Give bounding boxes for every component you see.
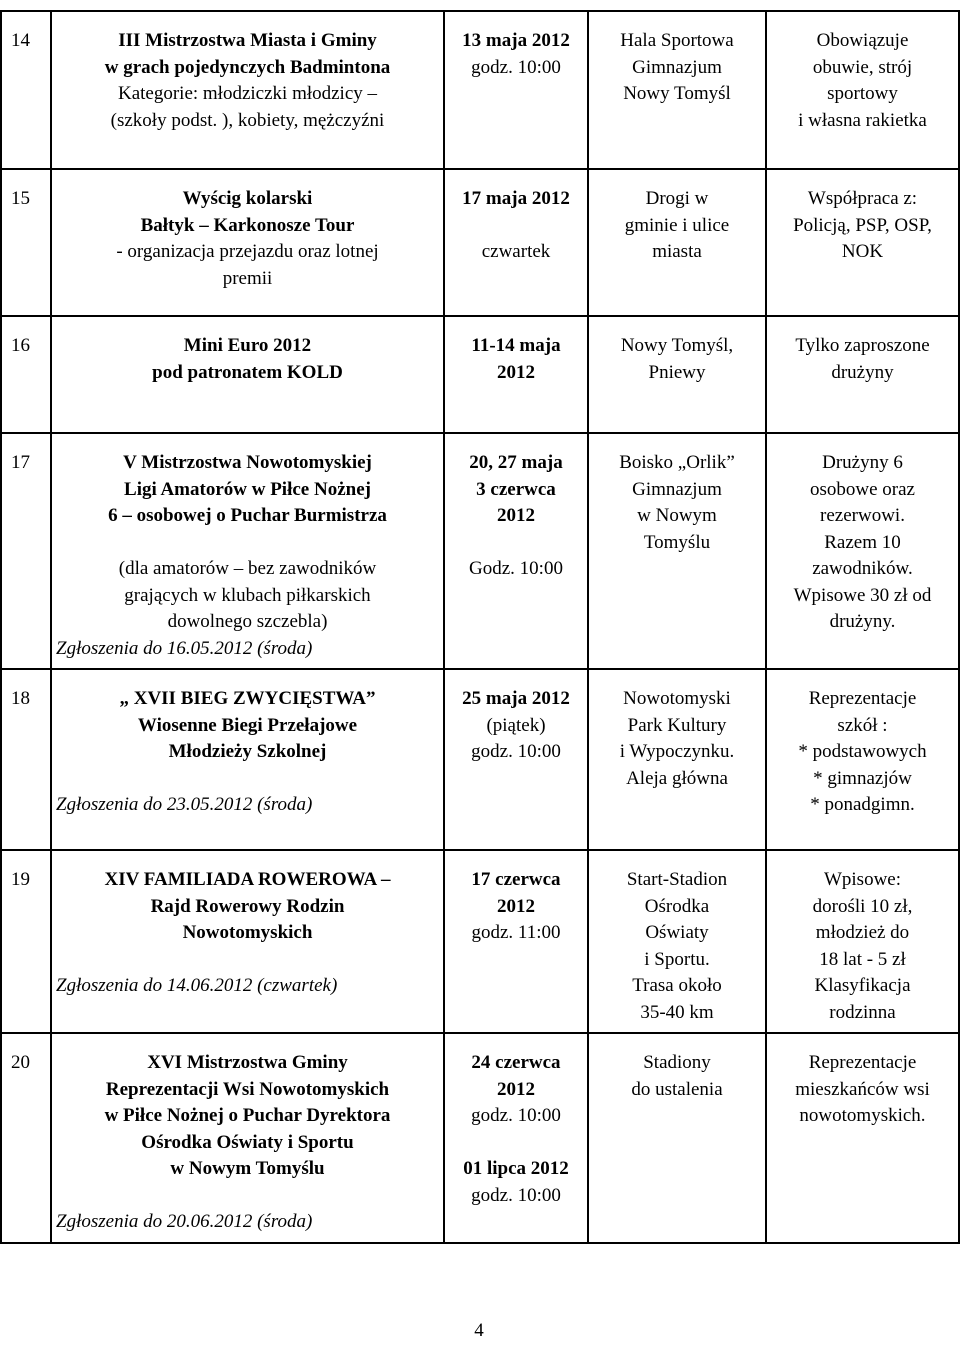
event-line: w Nowym Tomyślu: [170, 1158, 325, 1179]
event-cell: [51, 316, 444, 433]
notes-line: Reprezentacje: [808, 688, 917, 709]
notes-line: Reprezentacje: [808, 1052, 917, 1073]
date-cell: [444, 11, 588, 169]
place-line: Gimnazjum: [632, 56, 722, 78]
date-line: godz. 10:00: [471, 1184, 561, 1206]
event-line: Wiosenne Biegi Przełajowe: [137, 714, 358, 736]
date-line: 17 czerwca: [471, 869, 561, 890]
place-line: Start-Stadion: [626, 869, 728, 890]
date-cell: [444, 669, 588, 850]
notes-cell: [766, 1033, 959, 1243]
notes-line: Drużyny 6: [822, 452, 903, 473]
place-line: i Sportu.: [644, 948, 710, 970]
event-cell: [51, 850, 444, 1033]
table-row: [1, 433, 959, 669]
notes-cell: [766, 316, 959, 433]
place-line: do ustalenia: [631, 1078, 723, 1100]
notes-line: Tylko zaproszone: [795, 335, 930, 356]
date-cell: [444, 850, 588, 1033]
date-line: godz. 10:00: [471, 1105, 561, 1126]
table-row: [1, 669, 959, 850]
spacer: [56, 530, 439, 557]
place-line: Oświaty: [645, 922, 709, 943]
place-cell: [588, 850, 766, 1033]
event-line: Wyścig kolarski: [182, 188, 313, 209]
event-line: (dla amatorów – bez zawodników: [118, 558, 377, 579]
place-line: Pniewy: [648, 361, 706, 383]
event-line: Ośrodka Oświaty i Sportu: [141, 1131, 354, 1153]
notes-line: Klasyfikacja: [814, 975, 911, 996]
place-line: Trasa około: [632, 975, 722, 996]
notes-line: * podstawowych: [798, 741, 927, 762]
notes-line: szkół :: [837, 714, 888, 736]
place-line: Nowy Tomyśl: [623, 83, 731, 104]
date-cell: [444, 433, 588, 669]
place-line: Nowy Tomyśl,: [620, 335, 734, 356]
date-line: 2012: [497, 361, 535, 383]
notes-cell: [766, 11, 959, 169]
event-line: Zgłoszenia do 14.06.2012 (czwartek): [56, 975, 338, 996]
notes-line: drużyny: [831, 361, 894, 383]
date-line: 01 lipca 2012: [463, 1158, 569, 1179]
date-line: Godz. 10:00: [469, 558, 563, 579]
date-cell: [444, 1033, 588, 1243]
date-line: 24 czerwca: [471, 1052, 561, 1073]
row-number: 17: [1, 433, 51, 669]
page-number: 4: [474, 1320, 484, 1341]
event-line: Kategorie: młodziczki młodzicy –: [117, 83, 378, 104]
spacer: [449, 213, 583, 240]
place-cell: [588, 169, 766, 316]
date-line: czwartek: [481, 241, 551, 262]
event-line: Ligi Amatorów w Piłce Nożnej: [124, 478, 371, 500]
place-cell: [588, 433, 766, 669]
event-cell: [51, 169, 444, 316]
table-row: [1, 316, 959, 433]
notes-line: Wpisowe 30 zł od: [793, 584, 932, 606]
notes-line: Razem 10: [824, 531, 901, 553]
date-line: godz. 11:00: [471, 922, 561, 943]
notes-line: drużyny.: [829, 611, 896, 632]
event-line: „ XVII BIEG ZWYCIĘSTWA”: [119, 688, 376, 709]
date-cell: [444, 316, 588, 433]
place-line: Gimnazjum: [632, 478, 722, 500]
notes-line: rodzinna: [829, 1001, 896, 1023]
spacer: [56, 1183, 439, 1210]
notes-cell: [766, 669, 959, 850]
place-line: Ośrodka: [644, 895, 710, 917]
place-line: Stadiony: [643, 1052, 711, 1073]
event-line: Mini Euro 2012: [183, 335, 312, 356]
row-number: 15: [1, 169, 51, 316]
event-line: Zgłoszenia do 23.05.2012 (środa): [56, 794, 313, 815]
notes-line: Wpisowe:: [823, 869, 902, 890]
row-number: 16: [1, 316, 51, 433]
notes-line: mieszkańców wsi: [795, 1078, 930, 1100]
date-line: 3 czerwca: [476, 478, 556, 500]
notes-line: * gimnazjów: [813, 767, 912, 789]
event-line: w Piłce Nożnej o Puchar Dyrektora: [104, 1105, 391, 1126]
event-cell: [51, 669, 444, 850]
table-row: [1, 850, 959, 1033]
event-line: Bałtyk – Karkonosze Tour: [140, 214, 355, 236]
event-line: dowolnego szczebla): [167, 611, 328, 632]
notes-line: NOK: [841, 241, 884, 262]
notes-line: nowotomyskich.: [799, 1105, 926, 1126]
row-number: 18: [1, 669, 51, 850]
date-line: 13 maja 2012: [462, 30, 570, 51]
place-line: Nowotomyski: [623, 688, 731, 709]
date-line: 11-14 maja: [471, 335, 561, 356]
date-line: godz. 10:00: [471, 741, 561, 762]
date-line: 2012: [497, 895, 535, 917]
row-number: 14: [1, 11, 51, 169]
date-line: 20, 27 maja: [469, 452, 563, 473]
event-line: III Mistrzostwa Miasta i Gminy: [118, 30, 377, 51]
event-line: Zgłoszenia do 20.06.2012 (środa): [56, 1211, 313, 1232]
table-row: [1, 11, 959, 169]
date-cell: [444, 169, 588, 316]
event-line: Reprezentacji Wsi Nowotomyskich: [105, 1078, 390, 1100]
place-line: 35-40 km: [640, 1001, 714, 1023]
place-cell: [588, 669, 766, 850]
place-line: Park Kultury: [627, 714, 727, 736]
place-line: i Wypoczynku.: [619, 741, 735, 762]
notes-line: i własna rakietka: [798, 109, 927, 131]
notes-cell: [766, 850, 959, 1033]
event-line: grających w klubach piłkarskich: [124, 584, 371, 606]
date-line: 2012: [497, 505, 535, 526]
place-cell: [588, 316, 766, 433]
date-line: 17 maja 2012: [462, 188, 570, 209]
event-line: Młodzieży Szkolnej: [168, 741, 327, 762]
notes-cell: [766, 433, 959, 669]
spacer: [56, 947, 439, 974]
date-line: godz. 10:00: [471, 56, 561, 78]
row-number: 19: [1, 850, 51, 1033]
event-line: w grach pojedynczych Badmintona: [104, 56, 391, 78]
place-line: Hala Sportowa: [620, 30, 734, 51]
event-line: (szkoły podst. ), kobiety, mężczyźni: [110, 109, 385, 131]
spacer: [449, 530, 583, 557]
place-cell: [588, 1033, 766, 1243]
event-cell: [51, 1033, 444, 1243]
notes-line: osobowe oraz: [810, 478, 915, 500]
events-table: [0, 10, 960, 1244]
place-line: Tomyślu: [643, 531, 711, 553]
date-line: (piątek): [486, 714, 546, 736]
place-cell: [588, 11, 766, 169]
place-line: gminie i ulice: [624, 214, 730, 236]
event-line: pod patronatem KOLD: [152, 361, 343, 383]
notes-line: 18 lat - 5 zł: [819, 948, 906, 970]
notes-line: młodzież do: [815, 922, 910, 943]
notes-line: sportowy: [827, 83, 898, 104]
notes-line: Współpraca z:: [807, 188, 918, 209]
row-number: 20: [1, 1033, 51, 1243]
event-line: Zgłoszenia do 16.05.2012 (środa): [56, 637, 313, 659]
notes-line: zawodników.: [812, 558, 913, 579]
date-line: 2012: [497, 1078, 535, 1100]
event-line: V Mistrzostwa Nowotomyskiej: [123, 452, 372, 473]
notes-line: rezerwowi.: [820, 505, 905, 526]
spacer: [449, 1130, 583, 1157]
table-row: [1, 1033, 959, 1243]
notes-line: dorośli 10 zł,: [812, 895, 913, 917]
notes-line: Obowiązuje: [816, 30, 909, 51]
event-line: premii: [222, 267, 273, 289]
event-line: XIV FAMILIADA ROWEROWA –: [104, 869, 391, 890]
place-line: Aleja główna: [626, 767, 728, 789]
event-line: Nowotomyskich: [182, 922, 313, 943]
place-line: Drogi w: [645, 188, 709, 209]
notes-line: obuwie, strój: [812, 56, 913, 78]
place-line: w Nowym: [637, 505, 717, 526]
date-line: 25 maja 2012: [462, 688, 570, 709]
notes-cell: [766, 169, 959, 316]
event-line: Rajd Rowerowy Rodzin: [150, 895, 345, 917]
place-line: Boisko „Orlik”: [619, 452, 735, 473]
place-line: miasta: [652, 241, 702, 262]
spacer: [56, 766, 439, 793]
table-row: [1, 169, 959, 316]
event-line: 6 – osobowej o Puchar Burmistrza: [108, 505, 387, 526]
notes-line: Policją, PSP, OSP,: [793, 214, 932, 236]
event-line: XVI Mistrzostwa Gminy: [147, 1052, 348, 1073]
event-cell: [51, 11, 444, 169]
event-cell: [51, 433, 444, 669]
notes-line: * ponadgimn.: [810, 794, 915, 815]
event-line: - organizacja przejazdu oraz lotnej: [116, 241, 379, 262]
